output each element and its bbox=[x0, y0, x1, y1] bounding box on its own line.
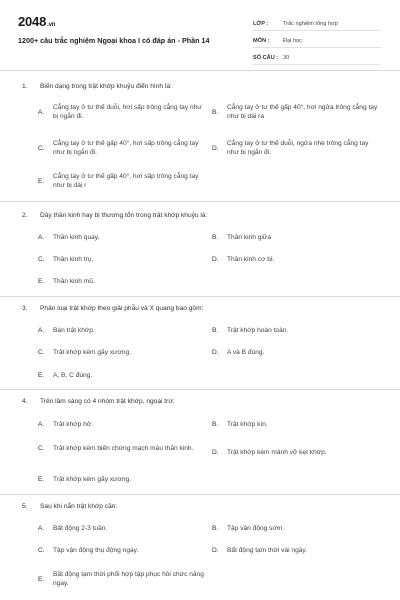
option-b[interactable]: B. Trật khớp hoàn toàn. bbox=[212, 327, 289, 334]
option-a[interactable]: A. Cẳng tay ở tư thế duỗi, hơi sấp trông cẳng tay như bị ngắn đi. bbox=[38, 104, 202, 120]
option-c[interactable]: C. Tập vận động thụ động ngay. bbox=[38, 547, 139, 554]
option-e[interactable]: E. A, B, C đúng. bbox=[38, 372, 93, 379]
meta-key: SỐ CÂU : bbox=[253, 55, 279, 61]
meta-row-class bbox=[253, 14, 381, 31]
question-divider bbox=[0, 389, 400, 390]
option-e[interactable]: E. Bất động tạm thời phối hợp tập phục hồi chức năng ngay. bbox=[38, 571, 204, 587]
site-logo[interactable]: 2048.vn bbox=[18, 14, 56, 29]
option-a[interactable]: A. Thần kinh quay. bbox=[38, 234, 100, 241]
meta-row-subject bbox=[253, 31, 381, 48]
meta-key: MÔN : bbox=[253, 38, 270, 44]
question-text: 2. Dây thần kinh hay bị thương tổn trong trật khớp khuỷu là: bbox=[22, 212, 208, 219]
question-text: 3. Phân loại trật khớp theo giải phẫu và X quang bao gồm: bbox=[22, 305, 204, 312]
option-c[interactable]: C. Trật khớp kèm gãy xương. bbox=[38, 349, 132, 356]
option-a[interactable]: A. Bất động 2-3 tuần. bbox=[38, 525, 108, 532]
option-e[interactable]: E. Thần kinh mũ. bbox=[38, 278, 95, 285]
option-c[interactable]: C. Trật khớp kèm biến chứng mạch máu thần kinh. bbox=[38, 445, 194, 452]
meta-value: Trắc nghiệm tổng hợp bbox=[283, 21, 338, 27]
option-b[interactable]: B. Trật khớp kín. bbox=[212, 421, 268, 428]
option-d[interactable]: D. Bất động tạm thời vài ngày. bbox=[212, 547, 308, 554]
meta-key: LỚP : bbox=[253, 21, 269, 27]
option-e[interactable]: E. Cẳng tay ở tư thế gấp 40°, hơi sấp trông cẳng tay như bị dài r bbox=[38, 173, 199, 189]
option-b[interactable]: B. Cẳng tay ở tư thế gấp 40°, hơi ngửa trông cẳng tay như bị dài ra bbox=[212, 104, 378, 120]
question-divider bbox=[0, 201, 400, 202]
meta-row-count bbox=[253, 48, 381, 65]
option-b[interactable]: B. Thần kinh giữa bbox=[212, 234, 272, 241]
header-divider bbox=[0, 70, 400, 71]
option-a[interactable]: A. Trật khớp hở. bbox=[38, 421, 93, 428]
question-text: 4. Trên lâm sàng có 4 nhóm trật khớp, ngoại trừ: bbox=[22, 398, 175, 405]
page-title: 1200+ câu trắc nghiệm Ngoại khoa I có đáp án - Phần 14 bbox=[18, 36, 210, 45]
option-c[interactable]: C. Cẳng tay ở tư thế gấp 40°, hơi sấp trông cẳng tay như bị ngắn đi. bbox=[38, 140, 199, 156]
option-d[interactable]: D. Cẳng tay ở tư thế duỗi, ngửa nhẹ trông cẳng tay như bị ngắn đi. bbox=[212, 140, 369, 156]
question-divider bbox=[0, 494, 400, 495]
question-text: 5. Sau khi nắn trật khớp cần: bbox=[22, 503, 118, 510]
meta-panel bbox=[253, 14, 381, 65]
option-a[interactable]: A. Bán trật khớp. bbox=[38, 327, 95, 334]
question-text: 1. Biến dạng trong trật khớp khuỷu điển hình là: bbox=[22, 83, 172, 90]
option-d[interactable]: D. Thần kinh cơ bì. bbox=[212, 256, 275, 263]
question-divider bbox=[0, 296, 400, 297]
option-b[interactable]: B. Tập vận động sớm. bbox=[212, 525, 285, 532]
page-header bbox=[0, 0, 400, 68]
option-c[interactable]: C. Thần kinh trụ. bbox=[38, 256, 94, 263]
option-d[interactable]: D. A và B đúng. bbox=[212, 349, 265, 356]
meta-value: 30 bbox=[283, 55, 290, 61]
option-d[interactable]: D. Trật khớp kèm mảnh vỡ kẹt khớp. bbox=[212, 449, 327, 456]
option-e[interactable]: E. Trật khớp kèm gãy xương. bbox=[38, 476, 132, 483]
meta-value: Đại học bbox=[283, 38, 302, 44]
